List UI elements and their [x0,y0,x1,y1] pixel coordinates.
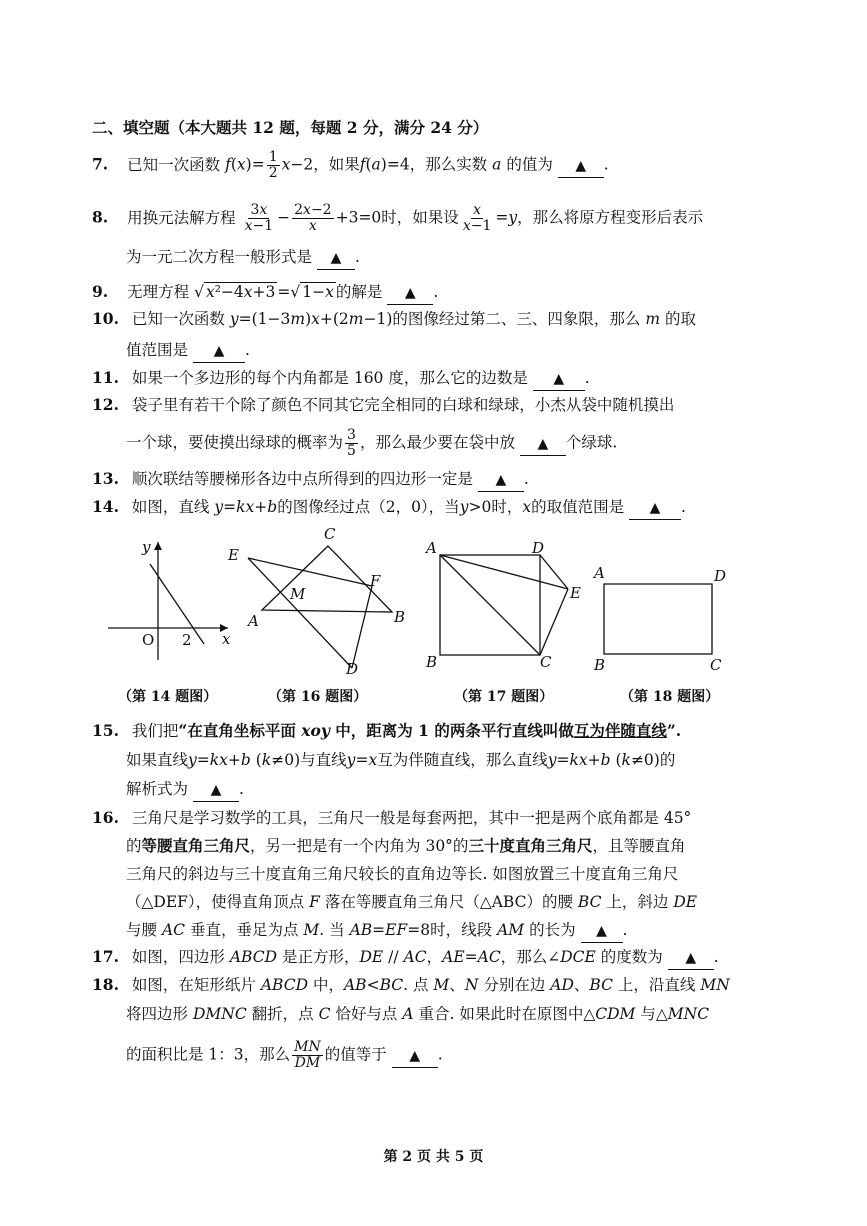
caption-fig17: （第 17 题图） [454,689,554,705]
fig18-label-D: D [714,567,727,585]
question-8-line2: 为一元二次方程一般形式是 ▲ . [126,246,360,270]
answer-blank-10[interactable]: ▲ [193,339,245,363]
question-9: 9. 无理方程 √ x²−4x+3 =√ 1−x 的解是 ▲ . [92,281,438,305]
question-16-line2: 的等腰直角三角尺，另一把是有一个内角为 30°的三十度直角三角尺，且等腰直角 [126,836,686,855]
caption-fig16: （第 16 题图） [268,689,368,705]
question-13: 13. 顺次联结等腰梯形各边中点所得到的四边形一定是 ▲ . [92,468,529,492]
figure-17-square [420,535,590,675]
answer-blank-11[interactable]: ▲ [533,367,585,391]
fig17-label-C: C [540,653,552,671]
fig17-label-E: E [570,584,581,602]
fig16-label-F: F [370,572,381,590]
question-12-line2: 一个球，要使摸出绿球的概率为 $\frac{3}{5}$ ，那么最少要在袋中放 ▲ 个绿球. [126,427,618,459]
figure-18-rectangle [590,560,740,675]
fig16-label-E: E [228,546,239,564]
question-10-line2: 值范围是 ▲ . [126,339,250,363]
question-15-line3: 解析式为 ▲ . [126,778,244,802]
fig16-label-C: C [324,525,336,543]
answer-blank-8[interactable]: ▲ [317,246,355,270]
question-11: 11. 如果一个多边形的每个内角都是 160 度，那么它的边数是 ▲ . [92,367,590,391]
question-8: 8. 用换元法解方程 $\frac{3x}{x-1}$ − $\frac{2x-2}{x}$ +3=0时，如果设 $\frac{x}{x-1}$ =y，那么将原方程变形后表示 [92,202,704,234]
question-15: 15. 我们把“在直角坐标平面 xoy 中，距离为 1 的两条平行直线叫做互为伴随直线”. [92,721,682,740]
question-12: 12. 袋子里有若干个除了颜色不同其它完全相同的白球和绿球，小杰从袋中随机摸出 [92,395,675,414]
figure-14-graph [100,532,240,667]
fig16-label-M: M [290,585,306,603]
answer-blank-13[interactable]: ▲ [478,468,524,492]
fig18-label-C: C [710,656,722,674]
question-16-line5: 与腰 AC 垂直，垂足为点 M. 当 AB=EF=8时，线段 AM 的长为 ▲ . [126,919,627,943]
section-title: 二、填空题（本大题共 12 题，每题 2 分，满分 24 分） [92,118,489,137]
question-18-line3: 的面积比是 1：3，那么 $\frac{MN}{DM}$ 的值等于 ▲ . [126,1039,443,1071]
answer-blank-18[interactable]: ▲ [392,1044,438,1068]
answer-blank-7[interactable]: ▲ [558,154,604,178]
question-14: 14. 如图，直线 y=kx+b的图像经过点（2，0），当y>0时，x的取值范围是 ▲ . [92,496,686,520]
fig14-label-2: 2 [182,631,192,649]
fig16-label-B: B [394,608,406,626]
answer-blank-14[interactable]: ▲ [629,496,681,520]
fig14-label-x: x [222,630,231,648]
q7-number: 7. [92,154,109,174]
caption-fig18: （第 18 题图） [620,689,720,705]
fig14-label-y: y [142,538,151,556]
fig17-label-A: A [426,539,437,557]
answer-blank-9[interactable]: ▲ [387,281,433,305]
fig18-label-B: B [594,656,606,674]
answer-blank-15[interactable]: ▲ [193,778,239,802]
fig14-label-origin: O [142,631,155,649]
question-17: 17. 如图，四边形 ABCD 是正方形，DE // AC，AE=AC，那么∠DCE 的度数为 ▲ . [92,946,719,970]
question-7: 7. 已知一次函数 f(x)= $\frac{1}{2}$ x−2，如果f(a)=4，那么实数 a 的值为 ▲ . [92,149,609,181]
question-18: 18. 如图，在矩形纸片 ABCD 中，AB<BC. 点 M、N 分别在边 AD、BC 上，沿直线 MN [92,975,730,994]
question-18-line2: 将四边形 DMNC 翻折，点 C 恰好与点 A 重合. 如果此时在原图中△CDM 与△MNC [126,1005,710,1023]
question-10: 10. 已知一次函数 y=(1−3m)x+(2m−1)的图像经过第二、三、四象限，那么 m 的取 [92,309,697,328]
fig16-label-A: A [248,612,259,630]
fig18-label-A: A [594,564,605,582]
question-16: 16. 三角尺是学习数学的工具，三角尺一般是每套两把，其中一把是两个底角都是 45° [92,808,692,827]
question-16-line3: 三角尺的斜边与三十度直角三角尺较长的直角边等长. 如图放置三十度直角三角尺 [126,865,679,883]
figure-16-triangles [222,522,412,682]
answer-blank-12[interactable]: ▲ [520,432,566,456]
answer-blank-17[interactable]: ▲ [668,946,714,970]
question-15-line2: 如果直线y=kx+b (k≠0)与直线y=x互为伴随直线，那么直线y=kx+b (k≠0)的 [126,751,676,769]
fig17-label-D: D [532,539,545,557]
fig16-label-D: D [346,660,359,678]
fig17-label-B: B [426,653,438,671]
page-footer: 第 2 页 共 5 页 [383,1149,484,1165]
caption-fig14: （第 14 题图） [118,689,218,705]
question-16-line4: （△DEF），使得直角顶点 F 落在等腰直角三角尺（△ABC）的腰 BC 上，斜边 DE [126,893,698,911]
answer-blank-16[interactable]: ▲ [581,919,623,943]
